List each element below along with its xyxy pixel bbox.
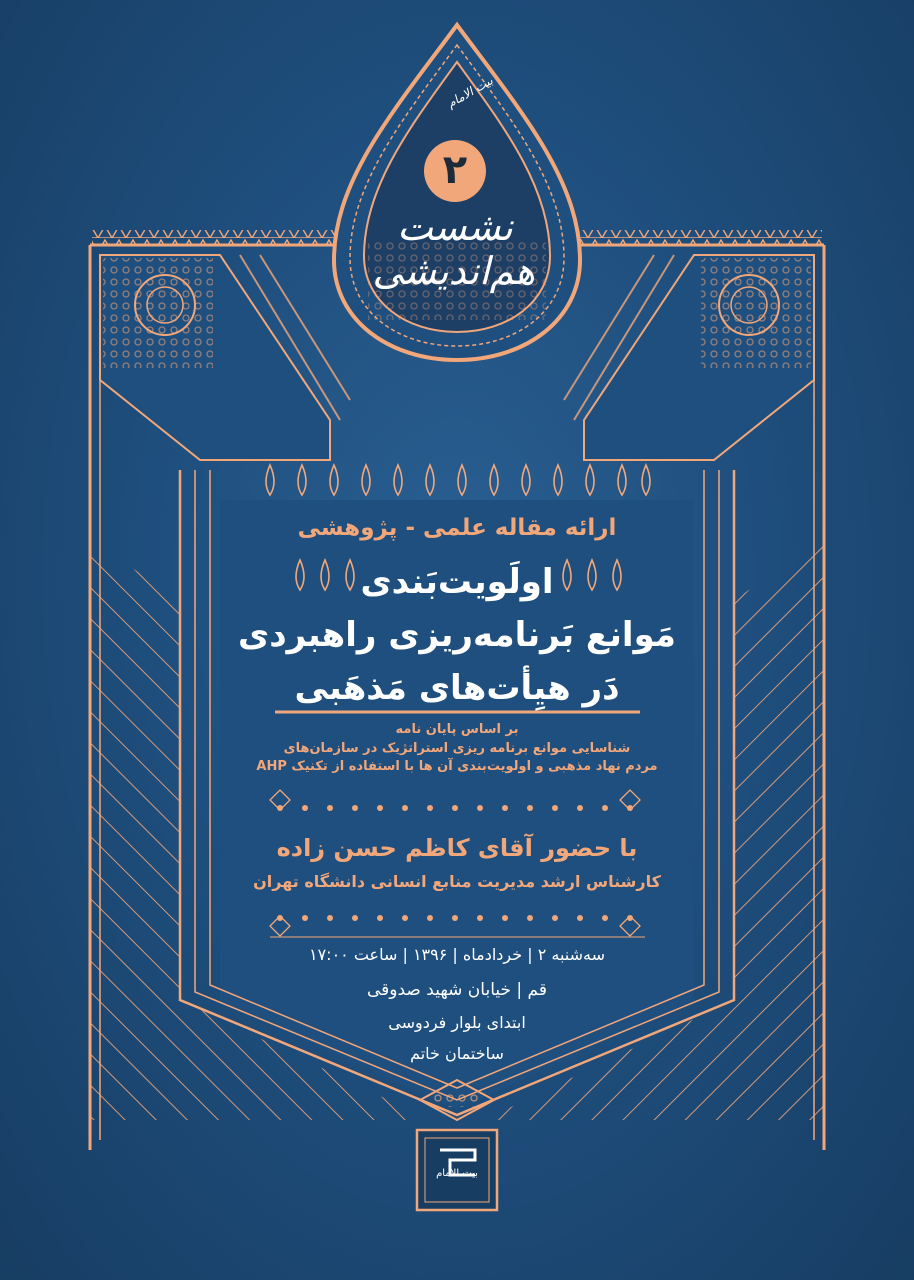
basis-line-2: شناسایی موانع برنامه ریزی استراتژیک در سازمان‌های xyxy=(283,741,631,756)
speaker-title: کارشناس ارشد مدیریت منابع انسانی دانشگاه تهران xyxy=(253,872,661,891)
edition-badge: ۲ xyxy=(424,140,486,202)
basis-line-3: مردم نهاد مذهبی و اولویت‌بندی آن ها با استفاده از تکنیک AHP xyxy=(256,759,658,774)
footer-logo-text: بیت الامام xyxy=(436,1168,478,1179)
event-location-1: قم | خیابان شهید صدوقی xyxy=(367,980,547,1000)
event-location-3: ساختمان خاتم xyxy=(410,1044,504,1063)
basis-line-1: بر اساس پایان نامه xyxy=(395,722,519,737)
speaker-name: با حضور آقای کاظم حسن زاده xyxy=(276,834,638,862)
title-line-1: اولَویت‌بَندی xyxy=(360,562,554,602)
title-line-2: مَوانع بَرنامه‌ریزی راهبردی xyxy=(238,615,676,655)
medallion-subtitle: بیت الامام xyxy=(444,73,496,111)
event-location-2: ابتدای بلوار فردوسی xyxy=(388,1013,526,1032)
medallion-title: نشست هم‌اندیشی xyxy=(372,205,535,293)
intro-label: ارائه مقاله علمی - پژوهشی xyxy=(297,515,617,541)
title-line-3: دَر هیِأت‌های مَذهَبی xyxy=(294,668,620,708)
event-datetime: سه‌شنبه ۲ | خرداد‌ماه | ۱۳۹۶ | ساعت ۱۷:۰۰ xyxy=(308,945,605,964)
